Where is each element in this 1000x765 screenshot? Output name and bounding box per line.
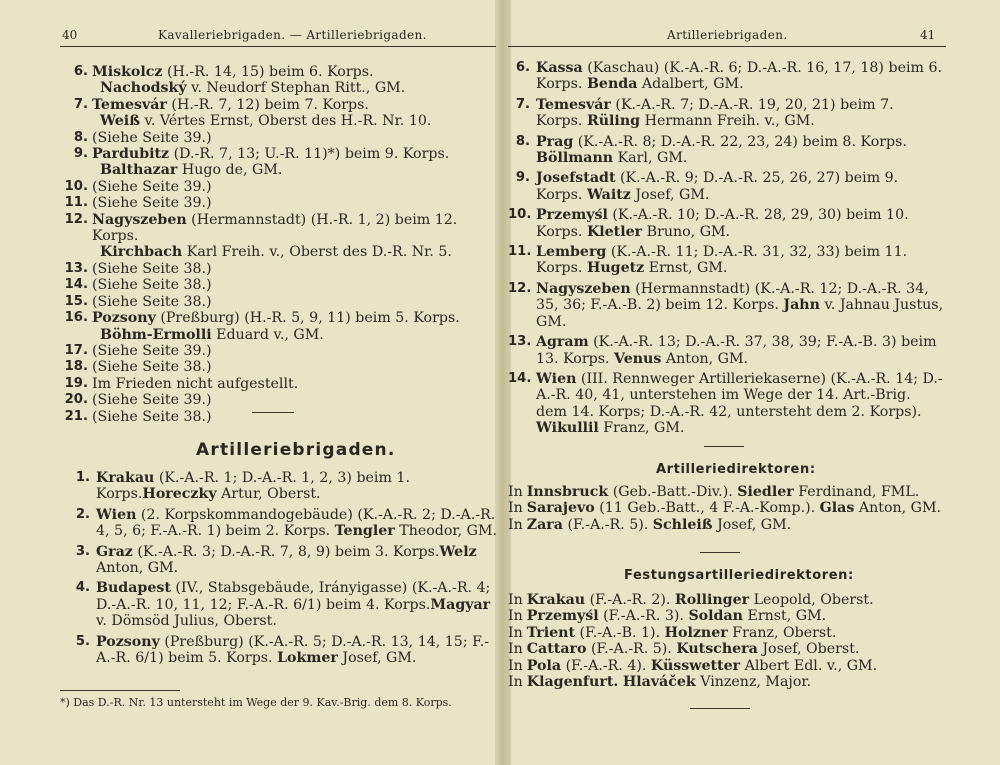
- entry-number: 1.: [75, 470, 90, 485]
- entry-text: [92, 97, 498, 130]
- entry-text: [96, 634, 500, 667]
- entry-prefix: In: [508, 624, 523, 641]
- artillery-brigade-entry: [60, 544, 500, 577]
- director-entry: [508, 484, 944, 500]
- entry-text: [92, 195, 498, 211]
- entry-number: 2.: [75, 506, 90, 522]
- entry-detail: (H.-R. 7, 12) beim 7. Korps.: [166, 96, 369, 113]
- entry-number: 19.: [64, 375, 88, 391]
- cavalry-entry: [60, 179, 498, 195]
- entry-commander-detail: Anton, GM.: [854, 500, 942, 517]
- entry-prefix: In: [508, 500, 523, 517]
- entry-commander-line: [92, 327, 498, 343]
- entry-prefix: In: [508, 592, 523, 608]
- entry-commander-detail: v. Jahnau Justus, GM.: [536, 297, 944, 330]
- entry-detail: (K.-A.-R. 3; D.-A.-R. 7, 8, 9) beim 3. Korps.: [132, 543, 440, 560]
- entry-detail: (Siehe Seite 39.): [92, 178, 212, 195]
- entry-city: Graz: [96, 543, 133, 560]
- director-entry: [508, 641, 944, 657]
- entry-commander: Kletler: [586, 223, 643, 240]
- entry-number: 20.: [64, 392, 88, 408]
- entry-text: [536, 244, 944, 277]
- entry-detail: (Siehe Seite 39.): [92, 342, 212, 359]
- entry-text: [92, 212, 498, 261]
- entry-detail: (Hermannstadt) (H.-R. 1, 2) beim 12. Korps.: [92, 211, 458, 245]
- entry-detail: (K.-A.-R. 1; D.-A.-R. 1, 2, 3) beim 1. Korps.: [96, 470, 410, 503]
- entry-detail: (F.-A.-R. 4).: [561, 657, 651, 674]
- entry-detail: (Siehe Seite 38.): [92, 260, 212, 277]
- entry-commander: Waitz: [586, 186, 631, 203]
- entry-commander: Nachodský: [100, 80, 187, 97]
- entry-number: 16.: [64, 310, 88, 326]
- entry-detail: Im Frieden nicht aufgestellt.: [92, 375, 299, 392]
- entry-city: Krakau: [96, 470, 155, 486]
- entry-city: Zara: [526, 516, 563, 533]
- entry-city: Pozsony: [92, 310, 156, 327]
- artillery-brigade-entry: [508, 244, 944, 277]
- entry-commander-detail: Franz, GM.: [598, 420, 685, 437]
- entry-commander: Böhm-Ermolli: [100, 326, 212, 343]
- entry-commander: Horeczky: [142, 486, 217, 503]
- artillery-brigade-entry: [508, 134, 944, 167]
- entry-detail: (K.-A.-R. 10; D.-A.-R. 28, 29, 30) beim 10. Korps.: [536, 207, 909, 240]
- entry-detail: (Preßburg) (H.-R. 5, 9, 11) beim 5. Korps.: [155, 310, 460, 327]
- fortress-directors-title: Festungsartilleriedirektoren:: [624, 568, 854, 583]
- entry-detail: (F.-A.-R. 5).: [586, 641, 677, 658]
- entry-commander-detail: Anton, GM.: [661, 350, 749, 367]
- artillery-brigade-entry: [508, 281, 944, 330]
- entry-city: Cattaro: [526, 641, 587, 658]
- entry-text: [92, 409, 498, 425]
- director-entry: [508, 608, 944, 624]
- entry-city: Agram: [536, 334, 589, 351]
- artillery-section-title: Artilleriebrigaden.: [196, 440, 396, 460]
- entry-number: 8.: [73, 129, 88, 145]
- cavalry-brigade-list: [60, 64, 498, 425]
- left-page-number: 40: [62, 28, 78, 42]
- entry-city: Przemyśl: [526, 608, 599, 625]
- footnote-rule: [60, 690, 180, 691]
- entry-number: 7.: [515, 96, 530, 112]
- entry-number: 6.: [73, 64, 88, 79]
- separator-rule: [252, 412, 294, 413]
- cavalry-entry: [60, 146, 498, 179]
- entry-detail: (III. Rennweger Artilleriekaserne) (K.-A.-R. 14; D.-A.-R. 40, 41, unterstehen im Wege der 14. Art.-Brig. dem 14. Korps; D.-A.-R. 42, untersteht dem 2. Korps).: [536, 370, 943, 420]
- left-running-head: Kavalleriebrigaden. — Artilleriebrigaden.: [158, 28, 427, 42]
- entry-number: 18.: [64, 359, 88, 375]
- cavalry-entry: [60, 97, 498, 130]
- entry-text: [536, 60, 944, 93]
- entry-commander-detail: Vinzenz, Major.: [695, 674, 812, 691]
- entry-number: 9.: [73, 146, 88, 162]
- entry-commander-detail: Bruno, GM.: [642, 223, 731, 240]
- entry-city: Prag: [536, 133, 574, 150]
- entry-city: Pola: [526, 657, 562, 674]
- entry-text: [92, 179, 498, 195]
- entry-commander-detail: Ernst, GM.: [644, 260, 728, 277]
- entry-text: [96, 544, 500, 577]
- entry-commander-detail: Eduard v., GM.: [211, 326, 324, 343]
- entry-commander: Magyar: [430, 596, 491, 613]
- entry-detail: (F.-A.-R. 5).: [562, 516, 653, 533]
- cavalry-entry: [60, 212, 498, 261]
- entry-commander: Wikullil: [536, 420, 599, 437]
- entry-detail: (11 Geb.-Batt., 4 F.-A.-Komp.).: [594, 500, 820, 517]
- entry-commander-detail: Karl, GM.: [613, 150, 688, 167]
- artillery-brigade-entry: [508, 334, 944, 367]
- entry-text: [536, 207, 944, 240]
- right-running-head: Artilleriebrigaden.: [667, 28, 788, 42]
- separator-rule-right-2: [700, 552, 740, 553]
- entry-commander-detail: Karl Freih. v., Oberst des D.-R. Nr. 5.: [182, 244, 452, 261]
- director-entry: [508, 674, 944, 690]
- entry-city: Nagyszeben: [92, 211, 187, 228]
- entry-commander-line: [92, 244, 498, 260]
- entry-detail: (Hermannstadt) (K.-A.-R. 12; D.-A.-R. 34, 35, 36; F.-A.-B. 2) beim 12. Korps.: [536, 280, 929, 314]
- entry-city: Pardubitz: [92, 146, 170, 163]
- cavalry-entry: [60, 294, 498, 310]
- entry-detail: (2. Korpskommandogebäude) (K.-A.-R. 2; D.-A.-R. 4, 5, 6; F.-A.-R. 1) beim 2. Korps.: [96, 506, 496, 540]
- entry-commander-detail: Hugo de, GM.: [177, 162, 283, 179]
- entry-commander-line: [92, 113, 498, 129]
- cavalry-entry: [60, 376, 498, 392]
- entry-detail: (Siehe Seite 38.): [92, 277, 212, 294]
- entry-detail: (Siehe Seite 39.): [92, 392, 212, 409]
- entry-text: [92, 130, 498, 146]
- artillery-brigade-entry: [508, 60, 944, 93]
- entry-commander: Jahn: [783, 297, 820, 314]
- entry-text: [92, 343, 498, 359]
- entry-city: Lemberg: [536, 244, 607, 261]
- entry-commander-detail: Anton, GM.: [96, 560, 179, 577]
- entry-commander-detail: v. Vértes Ernst, Oberst des H.-R. Nr. 10.: [139, 113, 432, 130]
- entry-commander: Lokmer: [277, 650, 338, 667]
- entry-city: Josefstadt: [536, 170, 616, 187]
- entry-text: [92, 310, 498, 343]
- footnote: *) Das D.-R. Nr. 13 untersteht im Wege der 9. Kav.-Brig. dem 8. Korps.: [60, 696, 452, 709]
- entry-prefix: In: [508, 484, 523, 500]
- entry-number: 21.: [64, 408, 88, 424]
- right-header-rule: [508, 46, 946, 47]
- director-entry: [508, 517, 944, 533]
- right-page: [504, 0, 1000, 765]
- entry-commander: Soldan: [688, 608, 743, 625]
- cavalry-entry: [60, 359, 498, 375]
- entry-detail: (Siehe Seite 39.): [92, 129, 212, 146]
- entry-commander: Glas: [819, 500, 855, 517]
- entry-prefix: In: [508, 641, 523, 658]
- entry-commander: Weiß: [100, 113, 140, 130]
- entry-number: 4.: [75, 580, 90, 596]
- entry-detail: (F.-A.-B. 1).: [575, 624, 665, 641]
- entry-text: [536, 134, 944, 167]
- entry-commander-detail: Josef, GM.: [712, 516, 792, 533]
- left-header-rule: [60, 46, 496, 47]
- entry-detail: (K.-A.-R. 13; D.-A.-R. 37, 38, 39; F.-A.-B. 3) beim 13. Korps.: [536, 334, 937, 367]
- entry-detail: (K.-A.-R. 11; D.-A.-R. 31, 32, 33) beim 11. Korps.: [536, 244, 908, 277]
- artillery-brigade-entry: [60, 634, 500, 667]
- entry-number: 14.: [64, 277, 88, 293]
- entry-city: Wien: [536, 370, 577, 387]
- entry-text: [92, 277, 498, 293]
- cavalry-entry: [60, 392, 498, 408]
- entry-number: 7.: [73, 96, 88, 112]
- entry-text: [92, 376, 498, 392]
- entry-number: 15.: [64, 293, 88, 309]
- entry-detail: (Siehe Seite 38.): [92, 359, 212, 376]
- entry-text: [536, 97, 944, 130]
- entry-commander-detail: Leopold, Oberst.: [749, 592, 874, 608]
- entry-commander-detail: Ferdinand, FML.: [793, 484, 920, 500]
- entry-commander-detail: Josef, Oberst.: [757, 641, 860, 658]
- entry-text: [536, 334, 944, 367]
- entry-commander: Hlaváček: [622, 674, 696, 691]
- entry-text: [536, 281, 944, 330]
- entry-number: 13.: [64, 260, 88, 276]
- entry-number: 11.: [508, 244, 532, 260]
- entry-detail: (H.-R. 14, 15) beim 6. Korps.: [162, 64, 374, 80]
- entry-text: [536, 371, 944, 437]
- entry-text: [92, 392, 498, 408]
- entry-city: Kassa: [536, 60, 583, 76]
- entry-commander: Hugetz: [586, 260, 645, 277]
- entry-city: Budapest: [96, 580, 171, 597]
- artillery-brigade-entry: [508, 97, 944, 130]
- director-entry: [508, 658, 944, 674]
- entry-commander-detail: Hermann Freih. v., GM.: [640, 113, 815, 130]
- entry-commander-detail: Theodor, GM.: [394, 523, 498, 540]
- entry-city: Miskolcz: [92, 64, 163, 80]
- artillery-brigade-entry: [60, 507, 500, 540]
- entry-city: Pozsony: [96, 633, 160, 650]
- cavalry-entry: [60, 261, 498, 277]
- cavalry-entry: [60, 130, 498, 146]
- entry-city: Sarajevo: [526, 500, 595, 517]
- entry-commander: Welz: [439, 543, 477, 560]
- entry-detail: (F.-A.-R. 2).: [585, 592, 675, 608]
- entry-number: 9.: [515, 170, 530, 186]
- separator-rule-right-3: [690, 708, 750, 709]
- entry-detail: (K.-A.-R. 7; D.-A.-R. 19, 20, 21) beim 7. Korps.: [536, 96, 894, 130]
- entry-city: Innsbruck: [526, 484, 609, 500]
- entry-commander: Tengler: [334, 523, 395, 540]
- entry-commander: Siedler: [737, 484, 794, 500]
- entry-detail: (Kaschau) (K.-A.-R. 6; D.-A.-R. 16, 17, 18) beim 6. Korps.: [536, 60, 942, 93]
- entry-detail: (Siehe Seite 38.): [92, 408, 212, 425]
- entry-commander: Küsswetter: [650, 657, 741, 674]
- entry-number: 12.: [64, 211, 88, 227]
- entry-number: 13.: [508, 334, 532, 350]
- entry-city: Krakau: [526, 592, 586, 608]
- entry-detail: (D.-R. 7, 13; U.-R. 11)*) beim 9. Korps.: [169, 146, 450, 163]
- entry-detail: (Siehe Seite 39.): [92, 195, 212, 212]
- artillery-brigade-entry: [508, 207, 944, 240]
- entry-number: 12.: [508, 280, 532, 296]
- entry-commander-line: [92, 162, 498, 178]
- entry-commander: Kirchbach: [100, 244, 183, 261]
- entry-detail: (Siehe Seite 38.): [92, 293, 212, 310]
- entry-prefix: In: [508, 674, 523, 691]
- entry-text: [96, 507, 500, 540]
- entry-text: [536, 170, 944, 203]
- artillery-brigade-list-left: [60, 470, 500, 670]
- entry-text: [92, 294, 498, 310]
- entry-city: Nagyszeben: [536, 280, 631, 297]
- artillery-brigade-entry: [60, 470, 500, 503]
- entry-prefix: In: [508, 657, 523, 674]
- entry-commander: Kutschera: [676, 641, 758, 658]
- entry-detail: (K.-A.-R. 9; D.-A.-R. 25, 26, 27) beim 9. Korps.: [536, 170, 899, 203]
- artillery-brigade-entry: [60, 580, 500, 629]
- entry-number: 5.: [75, 633, 90, 649]
- cavalry-entry: [60, 64, 498, 97]
- entry-commander-detail: Josef, GM.: [337, 650, 417, 667]
- entry-detail: (IV., Stabsgebäude, Irányigasse) (K.-A.-R. 4; D.-A.-R. 10, 11, 12; F.-A.-R. 6/1) beim 4. Korps.: [96, 580, 491, 613]
- entry-commander-detail: Ernst, GM.: [742, 608, 827, 625]
- right-page-number: 41: [920, 28, 936, 42]
- entry-detail: (Geb.-Batt.-Div.).: [608, 484, 738, 500]
- entry-commander: Rüling: [586, 113, 641, 130]
- entry-commander-detail: Albert Edl. v., GM.: [740, 657, 878, 674]
- entry-prefix: In: [508, 608, 523, 625]
- entry-commander: Böllmann: [536, 150, 614, 167]
- entry-city: Trient: [526, 624, 576, 641]
- entry-commander-detail: Franz, Oberst.: [727, 624, 837, 641]
- cavalry-entry: [60, 409, 498, 425]
- entry-text: [92, 64, 498, 97]
- entry-city: Przemyśl: [536, 207, 608, 224]
- entry-city: Temesvár: [536, 96, 611, 113]
- entry-number: 14.: [508, 370, 532, 386]
- entry-text: [92, 359, 498, 375]
- entry-commander: Holzner: [664, 624, 728, 641]
- entry-detail: (Preßburg) (K.-A.-R. 5; D.-A.-R. 13, 14, 15; F.-A.-R. 6/1) beim 5. Korps.: [96, 633, 490, 667]
- artillery-brigade-list-right: [508, 60, 944, 441]
- director-entry: [508, 625, 944, 641]
- entry-commander-detail: v. Dömsöd Julius, Oberst.: [96, 613, 277, 630]
- entry-commander: Balthazar: [100, 162, 178, 179]
- entry-commander: Rollinger: [674, 592, 750, 608]
- entry-number: 11.: [64, 195, 88, 211]
- artillery-brigade-entry: [508, 170, 944, 203]
- director-entry: [508, 500, 944, 516]
- entry-prefix: In: [508, 516, 523, 533]
- entry-number: 17.: [64, 342, 88, 358]
- entry-commander: Benda: [586, 76, 638, 93]
- cavalry-entry: [60, 277, 498, 293]
- entry-text: [92, 146, 498, 179]
- entry-text: [96, 470, 500, 503]
- separator-rule-right: [704, 446, 744, 447]
- entry-number: 10.: [64, 178, 88, 194]
- artillery-brigade-entry: [508, 371, 944, 437]
- entry-number: 8.: [515, 133, 530, 149]
- cavalry-entry: [60, 343, 498, 359]
- entry-number: 6.: [515, 60, 530, 75]
- entry-city: Wien: [96, 506, 137, 523]
- entry-detail: (K.-A.-R. 8; D.-A.-R. 22, 23, 24) beim 8. Korps.: [573, 133, 907, 150]
- cavalry-entry: [60, 195, 498, 211]
- artillery-directors-title: Artilleriedirektoren:: [656, 462, 816, 477]
- fortress-directors-list: [508, 592, 944, 690]
- entry-detail: (F.-A.-R. 3).: [598, 608, 689, 625]
- entry-commander-detail: v. Neudorf Stephan Ritt., GM.: [186, 80, 406, 97]
- entry-commander: Schleiß: [652, 516, 713, 533]
- entry-city: Klagenfurt.: [526, 674, 619, 691]
- artillery-directors-list: [508, 484, 944, 533]
- entry-commander-detail: Artur, Oberst.: [216, 486, 321, 503]
- entry-text: [92, 261, 498, 277]
- director-entry: [508, 592, 944, 608]
- entry-commander: Venus: [614, 350, 662, 367]
- entry-text: [96, 580, 500, 629]
- entry-commander-detail: Adalbert, GM.: [637, 76, 744, 93]
- entry-number: 3.: [75, 543, 90, 559]
- entry-commander-line: [92, 80, 498, 96]
- entry-number: 10.: [508, 207, 532, 223]
- entry-commander-detail: Josef, GM.: [630, 186, 710, 203]
- entry-city: Temesvár: [92, 96, 167, 113]
- cavalry-entry: [60, 310, 498, 343]
